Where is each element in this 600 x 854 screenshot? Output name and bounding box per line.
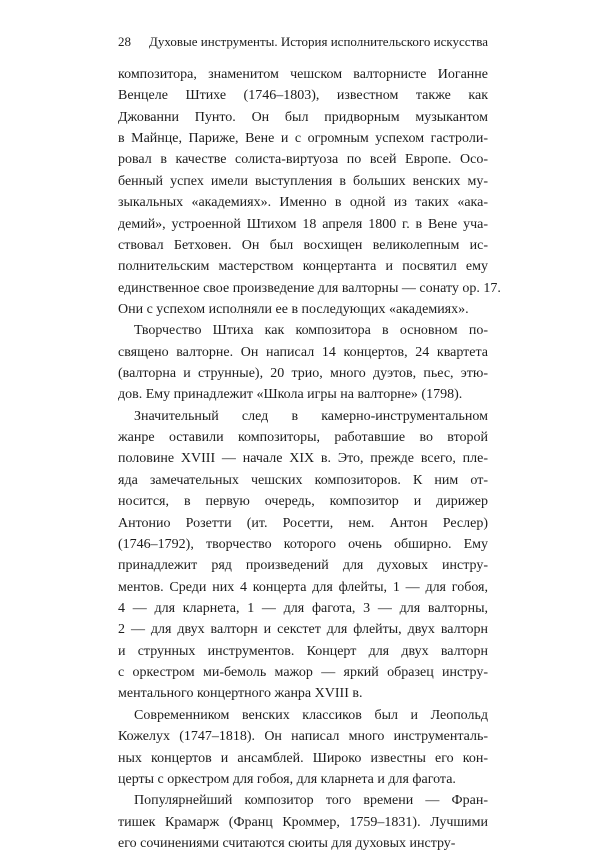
text-line: Венцеле Штихе (1746–1803), известном также как [118, 88, 488, 104]
text-line: ствовал Бетховен. Он был восхищен великолепным ис- [118, 237, 488, 253]
page-number: 28 [118, 34, 131, 49]
text-line: бенный успех имели выступления в больших венских му- [118, 173, 488, 189]
text-line: яда замечательных чешских композиторов. К ним от- [118, 472, 488, 488]
body-text [118, 64, 501, 854]
text-line: с оркестром ми-бемоль мажор — яркий образец инстру- [118, 665, 488, 681]
text-line: носится, в первую очередь, композитор и дирижер [118, 494, 488, 510]
text-line: Популярнейший композитор того времени — Фран- [134, 793, 488, 809]
text-line: и струнных инструментов. Концерт для двух валторн [118, 643, 488, 659]
paragraph [118, 790, 488, 854]
text-line: Они с успехом исполняли ее в последующих «академиях». [118, 301, 469, 317]
text-line: полнительским мастерством концертанта и посвятил ему [118, 259, 488, 275]
running-title: Духовые инструменты. История исполнительского искусства [149, 34, 488, 49]
text-line: единственное свое произведение для валторны — сонату ор. 17. [118, 280, 501, 296]
text-line: ровал в качестве солиста-виртуоза по всей Европе. Осо- [118, 152, 488, 168]
text-line: Творчество Штиха как композитора в основном по- [134, 323, 488, 339]
text-line: демий», устроенной Штихом 18 апреля 1800 г. в Вене уча- [118, 216, 488, 232]
text-line: (1746–1792), творчество которого очень обширно. Ему [118, 536, 488, 552]
paragraph [118, 64, 501, 320]
text-line: (валторна и струнные), 20 трио, много дуэтов, пьес, этю- [118, 366, 488, 382]
text-line: 4 — для кларнета, 1 — для фагота, 3 — для валторны, [118, 600, 488, 616]
text-line: жанре оставили композиторы, работавшие во второй [118, 430, 488, 446]
text-line: Джованни Пунто. Он был придворным музыкантом [118, 109, 488, 125]
text-line: ментального концертного жанра XVIII в. [118, 686, 363, 702]
text-line: тишек Крамарж (Франц Кроммер, 1759–1831). Лучшими [118, 814, 488, 830]
text-line: зыкальных «академиях». Именно в одной из таких «ака- [118, 195, 488, 211]
text-line: его сочинениями считаются сюиты для духовых инстру- [118, 835, 456, 851]
text-line: ных концертов и ансамблей. Широко известны его кон- [118, 750, 488, 766]
text-line: 2 — для двух валторн и секстет для флейты, двух валторн [118, 622, 488, 638]
text-line: Значительный след в камерно-инструментальном [134, 408, 488, 424]
running-head [118, 34, 488, 50]
paragraph [118, 406, 488, 705]
text-line: церты с оркестром для гобоя, для кларнета и для фагота. [118, 771, 456, 787]
text-line: Современником венских классиков был и Леопольд [134, 707, 488, 723]
text-line: принадлежит ряд произведений для духовых инстру- [118, 558, 488, 574]
text-line: в Майнце, Париже, Вене и с огромным успехом гастроли- [118, 131, 488, 147]
text-line: священо валторне. Он написал 14 концертов, 24 квартета [118, 344, 488, 360]
text-line: половине XVIII — начале XIX в. Это, прежде всего, пле- [118, 451, 488, 467]
text-line: Кожелух (1747–1818). Он написал много инструменталь- [118, 729, 488, 745]
text-line: дов. Ему принадлежит «Школа игры на валторне» (1798). [118, 387, 463, 403]
text-line: композитора, знаменитом чешском валторнисте Иоганне [118, 67, 488, 82]
text-line: ментов. Среди них 4 концерта для флейты, 1 — для гобоя, [118, 579, 488, 595]
paragraph [118, 705, 488, 790]
paragraph [118, 320, 488, 405]
text-line: Антонио Розетти (ит. Росетти, нем. Антон Реслер) [118, 515, 488, 531]
